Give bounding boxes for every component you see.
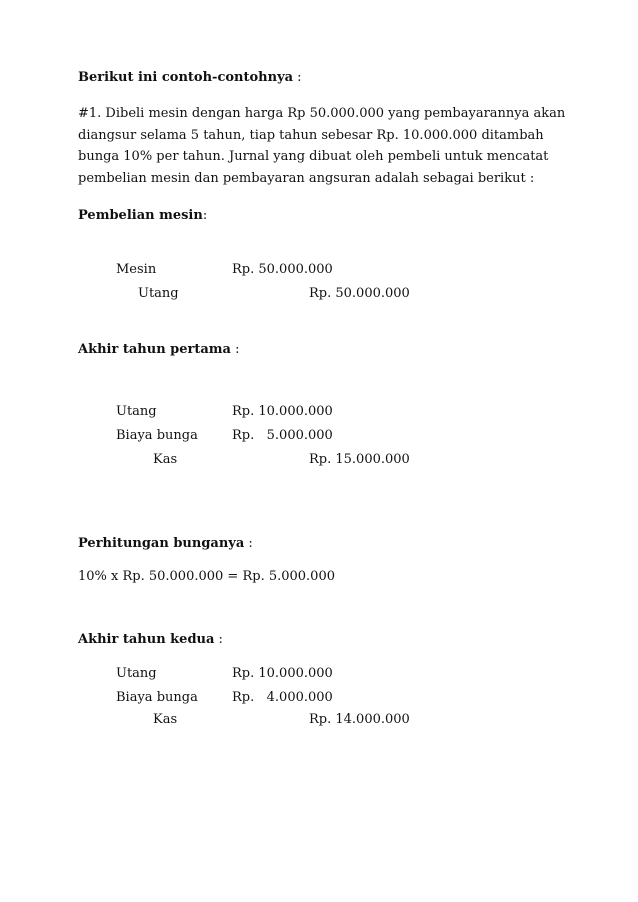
example-paragraph: #1. Dibeli mesin dengan harga Rp 50.000.000 yang pembayarannya akan diangsur selama 5 tahun, tiap tahun sebesar Rp. 10.000.000 ditambah bunga 10% per tahun. Jurnal yang dibuat oleh pembeli untuk mencatat pembelian mesin dan pembayaran angsuran adalah sebagai berikut : — [78, 106, 566, 186]
journal-debit: Rp. 50.000.000 — [232, 262, 333, 277]
year2-heading-line — [78, 632, 223, 647]
year2-heading: Akhir tahun kedua — [78, 632, 215, 647]
journal-account: Biaya bunga — [116, 428, 198, 443]
journal-credit: Rp. 14.000.000 — [309, 712, 410, 727]
journal-debit: Rp. 5.000.000 — [232, 428, 333, 443]
year2-heading-colon: : — [214, 632, 223, 647]
intro-heading-colon: : — [293, 70, 302, 85]
interest-heading-colon: : — [244, 536, 253, 551]
journal-debit: Rp. 4.000.000 — [232, 690, 333, 705]
purchase-heading-colon: : — [202, 208, 208, 223]
journal-credit: Rp. 15.000.000 — [309, 452, 410, 467]
year1-heading-line — [78, 342, 240, 357]
interest-heading: Perhitungan bunganya — [78, 536, 245, 551]
journal-debit: Rp. 10.000.000 — [232, 404, 333, 419]
interest-formula: 10% x Rp. 50.000.000 = Rp. 5.000.000 — [78, 569, 335, 584]
journal-account: Biaya bunga — [116, 690, 198, 705]
journal-account: Utang — [116, 404, 157, 419]
journal-debit: Rp. 10.000.000 — [232, 666, 333, 681]
interest-heading-line — [78, 536, 253, 551]
journal-account: Mesin — [116, 262, 157, 277]
journal-account: Kas — [153, 712, 178, 727]
intro-heading: Berikut ini contoh-contohnya — [78, 70, 294, 85]
intro-heading-line — [78, 70, 302, 85]
purchase-heading-line — [78, 208, 207, 223]
purchase-heading: Pembelian mesin — [78, 208, 203, 223]
journal-credit: Rp. 50.000.000 — [309, 286, 410, 301]
year1-heading: Akhir tahun pertama — [78, 342, 231, 357]
journal-account: Utang — [116, 666, 157, 681]
year1-heading-colon: : — [231, 342, 240, 357]
journal-account: Utang — [138, 286, 179, 301]
journal-account: Kas — [153, 452, 178, 467]
